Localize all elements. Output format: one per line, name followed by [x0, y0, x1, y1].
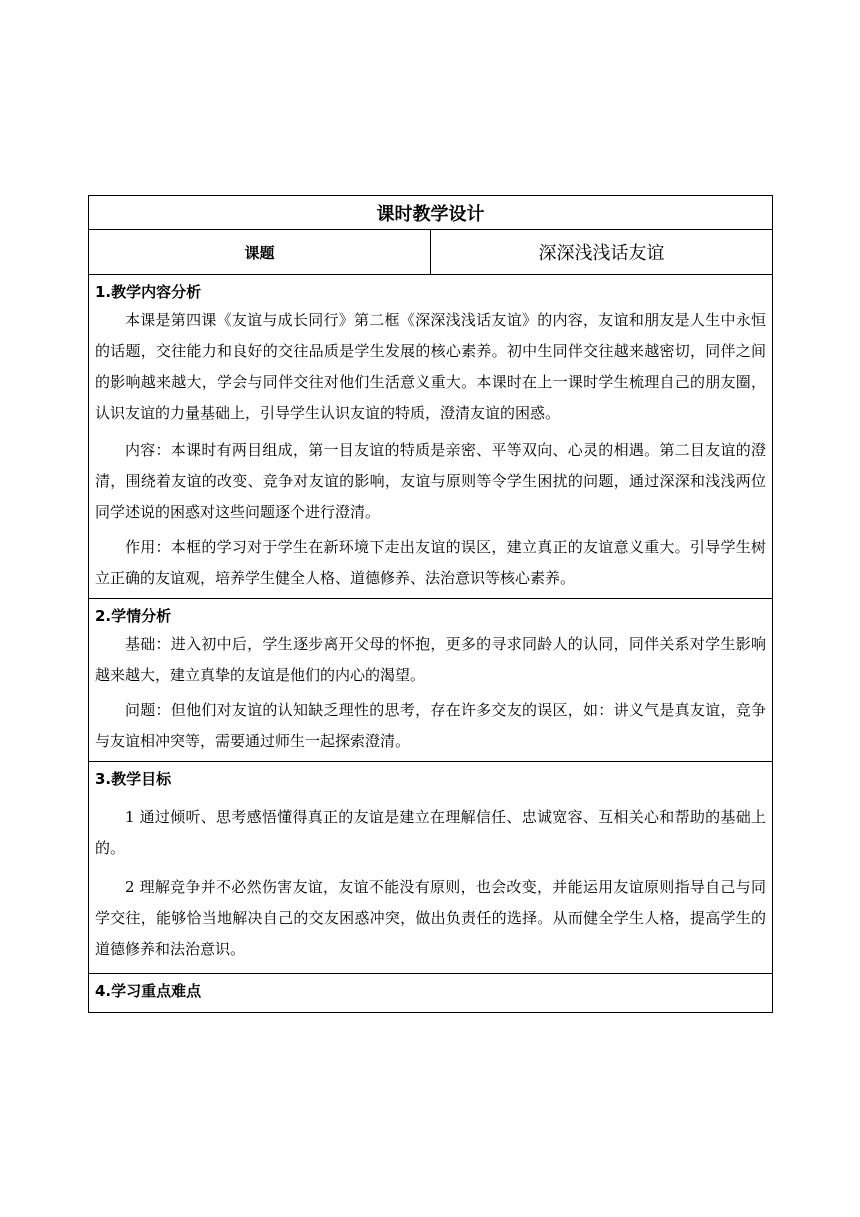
- paragraph: 内容：本课时有两目组成，第一目友谊的特质是亲密、平等双向、心灵的相遇。第二目友谊的澄清，围绕着友谊的改变、竞争对友谊的影响，友谊与原则等令学生困扰的问题，通过深深和浅浅两位同学述说的困惑对这些问题逐个进行澄清。: [95, 441, 766, 521]
- paragraph: 基础：进入初中后，学生逐步离开父母的怀抱，更多的寻求同龄人的认同，同伴关系对学生影响越来越大，建立真挚的友谊是他们的内心的渴望。: [95, 635, 766, 684]
- topic-value: 深深浅浅话友谊: [431, 230, 773, 275]
- lesson-design-table: [88, 195, 773, 1013]
- table-title: 课时教学设计: [89, 196, 773, 230]
- section-objectives: [89, 762, 773, 974]
- section-heading: 2.学情分析: [95, 607, 172, 625]
- paragraph: 问题：但他们对友谊的认知缺乏理性的思考，存在许多交友的误区，如：讲义气是真友谊，竞争与友谊相冲突等，需要通过师生一起探索澄清。: [95, 701, 766, 750]
- section-heading: 1.教学内容分析: [95, 283, 202, 301]
- paragraph: 本课是第四课《友谊与成长同行》第二框《深深浅浅话友谊》的内容，友谊和朋友是人生中永恒的话题，交往能力和良好的交往品质是学生发展的核心素养。初中生同伴交往越来越密切，同伴之间的影响越来越大，学会与同伴交往对他们生活意义重大。本课时在上一课时学生梳理自己的朋友圈，认识友谊的力量基础上，引导学生认识友谊的特质，澄清友谊的困惑。: [95, 311, 766, 422]
- section-heading: 3.教学目标: [95, 770, 172, 788]
- section-heading: 4.学习重点难点: [95, 982, 202, 1000]
- paragraph: 作用：本框的学习对于学生在新环境下走出友谊的误区，建立真正的友谊意义重大。引导学生树立正确的友谊观，培养学生健全人格、道德修养、法治意识等核心素养。: [95, 538, 766, 587]
- topic-label: 课题: [89, 230, 431, 275]
- section-content-analysis: [89, 275, 773, 599]
- paragraph: 1 通过倾听、思考感悟懂得真正的友谊是建立在理解信任、忠诚宽容、互相关心和帮助的基础上的。: [95, 808, 766, 857]
- section-learner-analysis: [89, 599, 773, 762]
- section-key-points: [89, 974, 773, 1013]
- paragraph: 2 理解竞争并不必然伤害友谊，友谊不能没有原则，也会改变，并能运用友谊原则指导自己与同学交往，能够恰当地解决自己的交友困惑冲突，做出负责任的选择。从而健全学生人格，提高学生的道德修养和法治意识。: [95, 878, 766, 958]
